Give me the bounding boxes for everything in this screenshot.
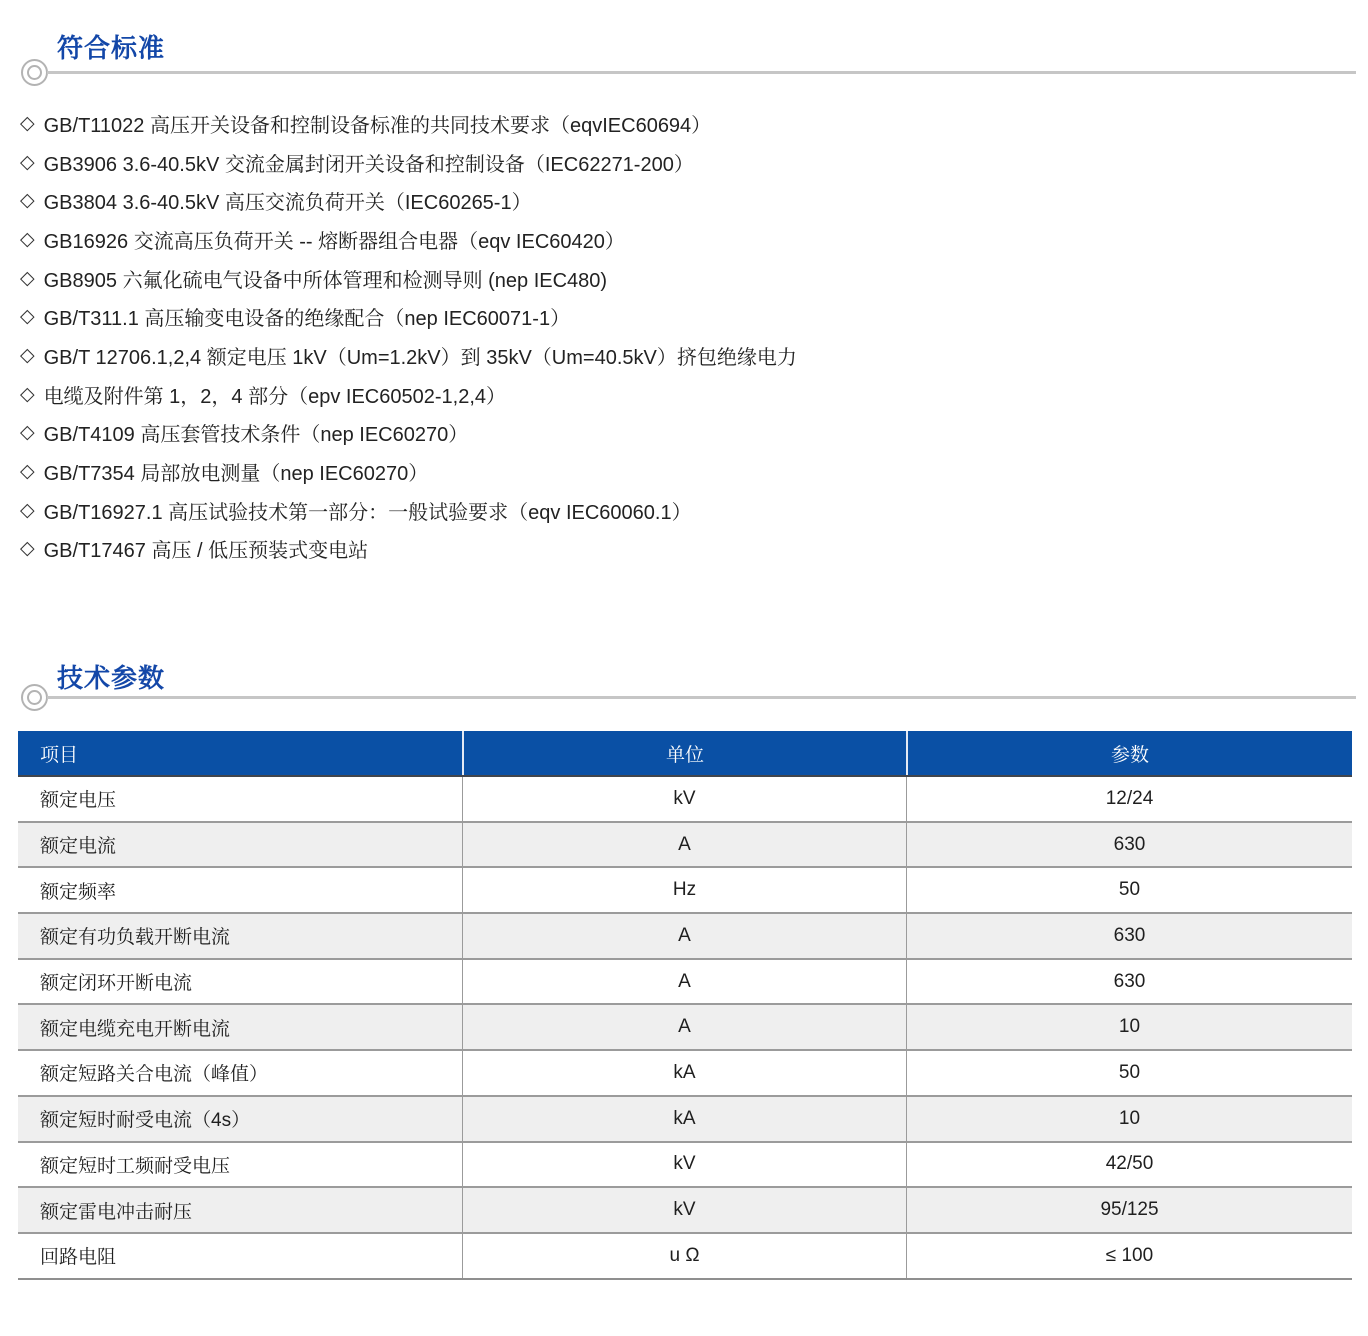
- standard-item-text: GB3906 3.6-40.5kV 交流金属封闭开关设备和控制设备（IEC62271-200）: [43, 153, 694, 176]
- inner-ring-icon: [27, 65, 42, 80]
- standard-item-text: GB/T7354 局部放电测量（nep IEC60270）: [43, 463, 429, 486]
- standard-item: [20, 181, 1348, 220]
- standard-item-text: GB/T16927.1 高压试验技术第一部分：一般试验要求（eqv IEC60060.1）: [43, 501, 692, 524]
- param-name: 额定雷电冲击耐压: [40, 1201, 193, 1223]
- standard-item: [20, 143, 1348, 182]
- table-row: [18, 1005, 1352, 1051]
- double-ring-icon: [21, 684, 48, 711]
- param-value: 12/24: [906, 777, 1352, 821]
- diamond-bullet-icon: ◇: [20, 538, 35, 560]
- standard-item: [20, 452, 1348, 491]
- parameters-table: [18, 731, 1352, 1280]
- param-value: 10: [906, 1005, 1352, 1049]
- param-name: 额定有功负载开断电流: [40, 927, 231, 949]
- table-row: [18, 1188, 1352, 1234]
- standard-item: [20, 220, 1348, 259]
- diamond-bullet-icon: ◇: [20, 422, 35, 444]
- param-name: 额定短时工频耐受电压: [40, 1155, 231, 1177]
- param-value: 10: [906, 1097, 1352, 1141]
- diamond-bullet-icon: ◇: [20, 228, 35, 250]
- param-unit: A: [462, 914, 906, 958]
- table-row: [18, 1051, 1352, 1097]
- standard-item-text: 电缆及附件第 1，2，4 部分（epv IEC60502-1,2,4）: [43, 385, 507, 408]
- table-row: [18, 868, 1352, 914]
- param-value: 630: [906, 960, 1352, 1004]
- standard-item: [20, 530, 1348, 569]
- standard-item-text: GB16926 交流高压负荷开关 -- 熔断器组合电器（eqv IEC60420）: [43, 230, 625, 253]
- table-row: [18, 1234, 1352, 1280]
- diamond-bullet-icon: ◇: [20, 383, 35, 405]
- column-header-value: 参数: [906, 731, 1352, 775]
- param-name: 额定短时耐受电流（4s）: [40, 1110, 251, 1132]
- param-unit: A: [462, 960, 906, 1004]
- standard-item: [20, 259, 1348, 298]
- table-row: [18, 914, 1352, 960]
- standards-section-title: 符合标准: [57, 33, 166, 63]
- diamond-bullet-icon: ◇: [20, 112, 35, 134]
- standard-item-text: GB3804 3.6-40.5kV 高压交流负荷开关（IEC60265-1）: [43, 192, 532, 215]
- inner-ring-icon: [27, 690, 42, 705]
- param-value: 630: [906, 823, 1352, 867]
- param-name: 额定频率: [40, 881, 117, 903]
- standard-item-text: GB/T 12706.1,2,4 额定电压 1kV（Um=1.2kV）到 35kV（Um=40.5kV）挤包绝缘电力: [43, 346, 797, 369]
- column-header-item: 项目: [40, 744, 79, 766]
- table-row: [18, 1097, 1352, 1143]
- param-name: 额定闭环开断电流: [40, 973, 193, 995]
- param-value: 42/50: [906, 1143, 1352, 1187]
- param-name: 额定电缆充电开断电流: [40, 1018, 231, 1040]
- standard-item: [20, 414, 1348, 453]
- param-name: 额定短路关合电流（峰值）: [40, 1064, 269, 1086]
- table-header-row: [18, 731, 1352, 777]
- double-ring-icon: [21, 59, 48, 86]
- standard-item-text: GB/T311.1 高压输变电设备的绝缘配合（nep IEC60071-1）: [43, 308, 571, 331]
- param-unit: kV: [462, 777, 906, 821]
- diamond-bullet-icon: ◇: [20, 344, 35, 366]
- standard-item: [20, 491, 1348, 530]
- param-value: 95/125: [906, 1188, 1352, 1232]
- diamond-bullet-icon: ◇: [20, 306, 35, 328]
- table-row: [18, 823, 1352, 869]
- param-name: 额定电压: [40, 790, 117, 812]
- param-unit: kV: [462, 1188, 906, 1232]
- param-unit: A: [462, 1005, 906, 1049]
- param-value: 50: [906, 868, 1352, 912]
- section-divider: [0, 59, 1368, 87]
- diamond-bullet-icon: ◇: [20, 151, 35, 173]
- param-unit: kA: [462, 1051, 906, 1095]
- standard-item: [20, 375, 1348, 414]
- param-value: 630: [906, 914, 1352, 958]
- standard-item-text: GB/T17467 高压 / 低压预装式变电站: [43, 540, 369, 563]
- standards-list: [20, 104, 1348, 568]
- param-unit: kA: [462, 1097, 906, 1141]
- param-unit: u Ω: [462, 1234, 906, 1278]
- divider-line: [47, 696, 1356, 699]
- section-divider: [0, 684, 1368, 712]
- param-unit: Hz: [462, 868, 906, 912]
- table-row: [18, 1143, 1352, 1189]
- diamond-bullet-icon: ◇: [20, 267, 35, 289]
- table-row: [18, 960, 1352, 1006]
- standard-item: [20, 297, 1348, 336]
- standard-item-text: GB/T4109 高压套管技术条件（nep IEC60270）: [43, 424, 469, 447]
- standard-item: [20, 336, 1348, 375]
- param-unit: kV: [462, 1143, 906, 1187]
- param-name: 额定电流: [40, 836, 117, 858]
- param-unit: A: [462, 823, 906, 867]
- table-row: [18, 777, 1352, 823]
- param-value: 50: [906, 1051, 1352, 1095]
- standard-item: [20, 104, 1348, 143]
- diamond-bullet-icon: ◇: [20, 499, 35, 521]
- param-name: 回路电阻: [40, 1247, 117, 1269]
- param-value: ≤ 100: [906, 1234, 1352, 1278]
- parameters-section-title: 技术参数: [57, 663, 166, 693]
- diamond-bullet-icon: ◇: [20, 461, 35, 483]
- divider-line: [47, 71, 1356, 74]
- diamond-bullet-icon: ◇: [20, 190, 35, 212]
- standard-item-text: GB/T11022 高压开关设备和控制设备标准的共同技术要求（eqvIEC60694）: [43, 114, 712, 137]
- standard-item-text: GB8905 六氟化硫电气设备中所体管理和检测导则 (nep IEC480): [43, 269, 608, 292]
- column-header-unit: 单位: [462, 731, 906, 775]
